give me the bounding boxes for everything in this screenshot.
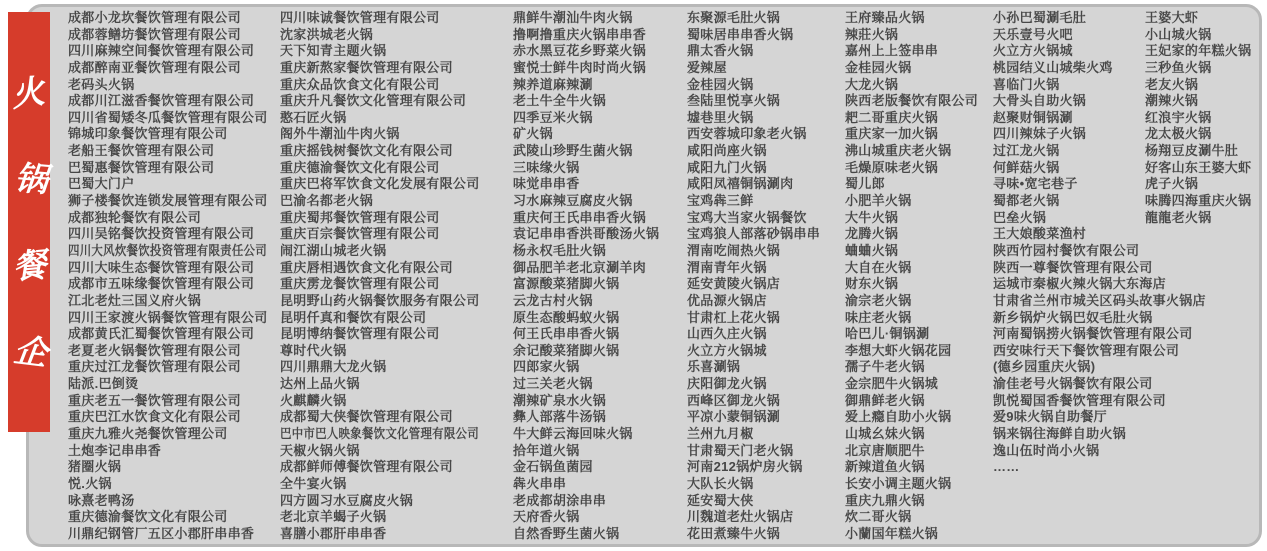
company-name: 四川吴铭餐饮投资管理有限公司	[68, 226, 255, 242]
company-name: 巴垒火锅	[993, 209, 1047, 225]
company-name: 西安蓉城印象老火锅	[687, 126, 807, 142]
company-name: 原生态酸蚂蚁火锅	[513, 309, 620, 325]
company-name: 蜀味居串串香火锅	[687, 26, 794, 42]
company-name: 西峰区御龙火锅	[687, 392, 781, 408]
company-name: 喜膳小郡肝串串香	[280, 525, 387, 541]
company-name: 四川鼎鼎大龙火锅	[280, 359, 387, 375]
company-name: 王府臻品火锅	[845, 10, 925, 25]
company-name: 成都市五味缘餐饮管理有限公司	[68, 276, 255, 292]
company-name: 成都川江滋香餐饮管理有限公司	[68, 93, 255, 109]
company-name: 重庆升凡餐饮文化管理有限公司	[280, 93, 467, 109]
company-name: 重庆德渝餐饮文化有限公司	[68, 509, 228, 525]
company-name: 蜀儿郎	[845, 176, 885, 192]
company-name: 叁陆里悦享火锅	[687, 93, 781, 109]
company-name: 重庆众品饮食文化有限公司	[280, 76, 440, 92]
company-column-2	[280, 10, 506, 543]
company-name: 李想大虾火锅花园	[845, 342, 952, 358]
vertical-title-banner	[8, 12, 50, 432]
company-name: 巴中市巴人映象餐饮文化管理有限公司	[280, 426, 479, 442]
company-name: 延安黄陵火锅店	[687, 276, 781, 292]
company-name: 撸啊撸重庆火锅串串香	[513, 26, 647, 42]
company-name: 牛大鲜云海回味火锅	[513, 426, 633, 442]
company-name: 四川麻辣空间餐饮管理有限公司	[68, 43, 255, 59]
company-name: 金宗肥牛火锅城	[845, 376, 939, 392]
company-name: 川鼎纪钢管厂五区小郡肝串串香	[68, 525, 255, 541]
company-name: 山城幺妹火锅	[845, 426, 925, 442]
company-name: 巴蜀大门户	[68, 176, 135, 192]
company-name: 昆明博纳餐饮管理有限公司	[280, 326, 440, 342]
company-name: 大骨头自助火锅	[993, 93, 1087, 109]
company-name: 庆阳御龙火锅	[687, 376, 767, 392]
company-name: 成都独轮餐饮有限公司	[68, 209, 202, 225]
company-name: 成都小龙坎餐饮管理有限公司	[68, 10, 241, 25]
company-name: 陕西竹园村餐饮有限公司	[993, 242, 1140, 258]
company-name: 重庆九雅火尧餐饮管理公司	[68, 426, 228, 442]
company-name: 狮子楼餐饮连锁发展管理有限公司	[68, 193, 268, 209]
company-name: 财东火锅	[845, 276, 899, 292]
company-column-3	[513, 10, 659, 543]
company-name: 蜀都老火锅	[993, 193, 1060, 209]
company-name: 咸阳九门火锅	[687, 159, 767, 175]
company-column-1	[68, 10, 294, 543]
company-name: 辣养道麻辣涮	[513, 76, 593, 92]
company-name: 龙太极火锅	[1145, 126, 1212, 142]
company-name: 爱上瘾自助小火锅	[845, 409, 952, 425]
company-name: 长安小调主题火锅	[845, 475, 952, 491]
company-name: 大自在火锅	[845, 259, 912, 275]
company-name: 山西久庄火锅	[687, 326, 767, 342]
company-name: 逸山伍时尚小火锅	[993, 442, 1100, 458]
company-name: 天椒火锅火锅	[280, 442, 360, 458]
company-name: 王妃家的年糕火锅	[1145, 43, 1252, 59]
company-name: 土炮李记串串香	[68, 442, 162, 458]
banner-char: 锅	[12, 157, 50, 200]
company-name: 潮辣矿泉水火锅	[513, 392, 607, 408]
company-name: 成都鲜师傅餐饮管理有限公司	[280, 459, 453, 475]
company-column-4	[687, 10, 820, 543]
company-name: 平凉小蒙铜锅涮	[687, 409, 781, 425]
company-name: 老北京羊蝎子火锅	[280, 509, 387, 525]
company-name: 老船王餐饮管理有限公司	[68, 143, 215, 159]
company-name: 陆派.巴倒烫	[68, 376, 139, 392]
company-name: 重庆德渝餐饮文化有限公司	[280, 159, 440, 175]
company-name: 重庆唇相遇饮食文化有限公司	[280, 259, 453, 275]
company-name: 金桂园火锅	[687, 76, 754, 92]
company-name: 鼎太香火锅	[687, 43, 754, 59]
company-name: 重庆家一加火锅	[845, 126, 939, 142]
company-name: 重庆老五一餐饮管理有限公司	[68, 392, 241, 408]
company-name: 花田煮臻牛火锅	[687, 525, 781, 541]
company-name: 河南蜀锅捞火锅餐饮管理有限公司	[993, 326, 1193, 342]
company-name: 彝人部落牛汤锅	[513, 409, 607, 425]
company-name: 老码头火锅	[68, 76, 135, 92]
company-name: 北京唐顺肥牛	[845, 442, 925, 458]
company-name: 四郎家火锅	[513, 359, 580, 375]
company-name: 耙二哥重庆火锅	[845, 109, 939, 125]
company-name: 云龙古村火锅	[513, 292, 593, 308]
banner-char: 餐	[10, 244, 48, 287]
company-name: 富源酸菜猪脚火锅	[513, 276, 620, 292]
company-name: 小山城火锅	[1145, 26, 1212, 42]
company-name: 达州上品火锅	[280, 376, 360, 392]
company-name: 王大娘酸菜渔村	[993, 226, 1087, 242]
company-name: 小肥羊火锅	[845, 193, 912, 209]
company-name: 毛燥原味老火锅	[845, 159, 939, 175]
company-name: 运城市秦椒火辣火锅大东海店	[993, 276, 1166, 292]
company-name: 蛐蛐火锅	[845, 242, 899, 258]
company-name: 重庆百宗餐饮管理有限公司	[280, 226, 440, 242]
company-name: 甘肃杠上花火锅	[687, 309, 781, 325]
company-name: 沈家洪城老火锅	[280, 26, 374, 42]
company-name: 嘉州上上签串串	[845, 43, 939, 59]
company-name: 宝鸡大当家火锅餐饮	[687, 209, 807, 225]
company-name: 三味缘火锅	[513, 159, 580, 175]
company-name: 何鲜菇火锅	[993, 159, 1060, 175]
company-name: 凯悦蜀国香餐饮管理有限公司	[993, 392, 1166, 408]
company-name: 锦城印象餐饮管理有限公司	[68, 126, 228, 142]
company-name: 火立方火锅城	[687, 342, 767, 358]
company-name: 陕西老版餐饮有限公司	[845, 93, 979, 109]
company-name: 宝鸡犇三鲜	[687, 193, 754, 209]
company-name: 寻味•宽宅巷子	[993, 176, 1078, 192]
company-name: 阁外牛潮汕牛肉火锅	[280, 126, 400, 142]
company-name: 矿火锅	[513, 126, 553, 142]
company-name: 喜临门火锅	[993, 76, 1060, 92]
company-name: 渝佳老号火锅餐饮有限公司	[993, 376, 1153, 392]
company-name: 憨石匠火锅	[280, 109, 347, 125]
company-name: 墟巷里火锅	[687, 109, 754, 125]
company-name: 成都黄氏汇蜀餐饮管理有限公司	[68, 326, 255, 342]
company-name: 四方圆习水豆腐皮火锅	[280, 492, 414, 508]
company-name: 蜜悦士鲜牛肉时尚火锅	[513, 59, 647, 75]
company-name: 老成都胡涂串串	[513, 492, 607, 508]
company-name: 四川辣妹子火锅	[993, 126, 1087, 142]
company-name: 渭南青年火锅	[687, 259, 767, 275]
company-name: 小蘭国年糕火锅	[845, 525, 939, 541]
company-name: 甘肃蜀天门老火锅	[687, 442, 794, 458]
company-name: 余记酸菜猪脚火锅	[513, 342, 620, 358]
company-name: 大龙火锅	[845, 76, 899, 92]
company-name: 尊时代火锅	[280, 342, 347, 358]
company-name: 甘肃省兰州市城关区码头故事火锅店	[993, 292, 1206, 308]
company-name: 四川王家渡火锅餐饮管理有限公司	[68, 309, 268, 325]
company-name: 东聚源毛肚火锅	[687, 10, 781, 25]
company-name: 武陵山珍野生菌火锅	[513, 143, 633, 159]
company-name: 金桂园火锅	[845, 59, 912, 75]
company-name: 袁记串串香洪哥酸汤火锅	[513, 226, 660, 242]
company-name: 好客山东王婆大虾	[1145, 159, 1252, 175]
company-name: 咏熹老鸭汤	[68, 492, 135, 508]
company-name: 渭南吃闹热火锅	[687, 242, 781, 258]
company-name: 重庆蜀邦餐饮管理有限公司	[280, 209, 440, 225]
company-name: 重庆九鼎火锅	[845, 492, 925, 508]
company-name: 金石锅鱼菌园	[513, 459, 593, 475]
company-name: 潮辣火锅	[1145, 93, 1199, 109]
company-name: 杨永权毛肚火锅	[513, 242, 607, 258]
company-name: 龍龍老火锅	[1145, 209, 1212, 225]
company-name: 过江龙火锅	[993, 143, 1060, 159]
company-name: 川魏道老灶火锅店	[687, 509, 794, 525]
company-name: 成都醉南亚餐饮管理有限公司	[68, 59, 241, 75]
company-name: 老友火锅	[1145, 76, 1199, 92]
company-name: 味庄老火锅	[845, 309, 912, 325]
company-name: 锅来锅往海鲜自助火锅	[993, 426, 1127, 442]
company-name: 自然香野生菌火锅	[513, 525, 620, 541]
company-name: 拾年道火锅	[513, 442, 580, 458]
company-name: 重庆过江龙餐饮管理有限公司	[68, 359, 241, 375]
company-name: 赤水黑豆花乡野菜火锅	[513, 43, 647, 59]
company-column-7	[1145, 10, 1251, 226]
company-name: 天下知青主题火锅	[280, 43, 387, 59]
company-name: 爱辣屋	[687, 59, 727, 75]
company-name: 四川大风炊餐饮投资管理有限责任公司	[68, 242, 267, 258]
company-name: 过三关老火锅	[513, 376, 593, 392]
company-name: 重庆雳龙餐饮管理有限公司	[280, 276, 440, 292]
company-name: 赵聚财铜锅涮	[993, 109, 1073, 125]
company-column-5	[845, 10, 978, 543]
company-name: 重庆新熬家餐饮管理有限公司	[280, 59, 453, 75]
company-name: 重庆摇钱树餐饮文化有限公司	[280, 143, 453, 159]
company-name: (德乡园重庆火锅)	[993, 359, 1096, 375]
company-name: 孺子牛老火锅	[845, 359, 925, 375]
company-name: 三秒鱼火锅	[1145, 59, 1212, 75]
company-name: 龙腾火锅	[845, 226, 899, 242]
company-name: 重庆巴将军饮食文化发展有限公司	[280, 176, 480, 192]
company-name: 四川味诚餐饮管理有限公司	[280, 10, 440, 25]
company-name: 炊二哥火锅	[845, 509, 912, 525]
company-name: 火立方火锅城	[993, 43, 1073, 59]
company-name: 昆明野山药火锅餐饮服务有限公司	[280, 292, 480, 308]
company-name: 兰州九月椒	[687, 426, 754, 442]
company-name: 老夏老火锅餐饮管理有限公司	[68, 342, 241, 358]
company-name: 河南212锅炉房火锅	[687, 459, 803, 475]
company-name: 味觉串串香	[513, 176, 580, 192]
company-name: 鼎鲜牛潮汕牛肉火锅	[513, 10, 633, 25]
company-name: 四川省蜀矮冬瓜餐饮管理有限公司	[68, 109, 268, 125]
company-name: 爱9味火锅自助餐厅	[993, 409, 1107, 425]
company-name: 大牛火锅	[845, 209, 899, 225]
banner-char: 火	[7, 70, 47, 114]
company-name: 杨翔豆皮涮牛肚	[1145, 143, 1239, 159]
company-name: 巴蜀惠餐饮管理有限公司	[68, 159, 215, 175]
company-name: 优品源火锅店	[687, 292, 767, 308]
company-name: 昆明仟真和餐饮有限公司	[280, 309, 427, 325]
company-name: 重庆何王氏串串香火锅	[513, 209, 647, 225]
company-name: 渝宗老火锅	[845, 292, 912, 308]
company-name: 小孙巴蜀涮毛肚	[993, 10, 1087, 25]
company-name: ……	[993, 459, 1020, 475]
company-name: 重庆巴江水饮食文化有限公司	[68, 409, 241, 425]
company-name: 犇火串串	[513, 475, 567, 491]
company-name: 巴渝名都老火锅	[280, 193, 374, 209]
company-name: 成都蓉鳝坊餐饮管理有限公司	[68, 26, 241, 42]
company-name: 王婆大虾	[1145, 10, 1199, 25]
company-name: 咸阳尚座火锅	[687, 143, 767, 159]
company-name: 咸阳凤禧铜锅涮肉	[687, 176, 794, 192]
company-name: 西安味行天下餐饮管理有限公司	[993, 342, 1180, 358]
company-name: 御鼎鲜老火锅	[845, 392, 925, 408]
company-name: 虎子火锅	[1145, 176, 1199, 192]
company-name: 习水麻辣豆腐皮火锅	[513, 193, 633, 209]
company-name: 宝鸡狼人部落砂锅串串	[687, 226, 821, 242]
company-name: 火麒麟火锅	[280, 392, 347, 408]
company-name: 辣莊火锅	[845, 26, 899, 42]
company-name: 沸山城重庆老火锅	[845, 143, 952, 159]
company-name: 新乡锅炉火锅巴奴毛肚火锅	[993, 309, 1153, 325]
company-name: 猪圈火锅	[68, 459, 122, 475]
company-name: 味腾四海重庆火锅	[1145, 193, 1252, 209]
company-name: 红浪宇火锅	[1145, 109, 1212, 125]
company-name: 天府香火锅	[513, 509, 580, 525]
company-name: 御品肥羊老北京涮羊肉	[513, 259, 647, 275]
company-name: 全牛宴火锅	[280, 475, 347, 491]
company-name: 江北老灶三国义府火锅	[68, 292, 202, 308]
company-name: 哈巴儿·铜锅涮	[845, 326, 930, 342]
company-name: 桃园结义山城柴火鸡	[993, 59, 1113, 75]
company-name: 新辣道鱼火锅	[845, 459, 925, 475]
company-name: 延安蜀大侠	[687, 492, 754, 508]
company-name: 四季豆米火锅	[513, 109, 593, 125]
banner-char: 企	[11, 330, 49, 374]
company-name: 何王氏串串香火锅	[513, 326, 620, 342]
company-name: 老土牛全牛火锅	[513, 93, 607, 109]
company-name: 四川大味生态餐饮管理有限公司	[68, 259, 255, 275]
company-name: 大队长火锅	[687, 475, 754, 491]
company-name: 陕西一尊餐饮管理有限公司	[993, 259, 1153, 275]
company-name: 成都蜀大侠餐饮管理有限公司	[280, 409, 453, 425]
company-name: 乐喜涮锅	[687, 359, 741, 375]
company-name: 天乐壹号火吧	[993, 26, 1073, 42]
company-name: 悦.火锅	[68, 475, 112, 491]
company-name: 闹江湖山城老火锅	[280, 242, 387, 258]
